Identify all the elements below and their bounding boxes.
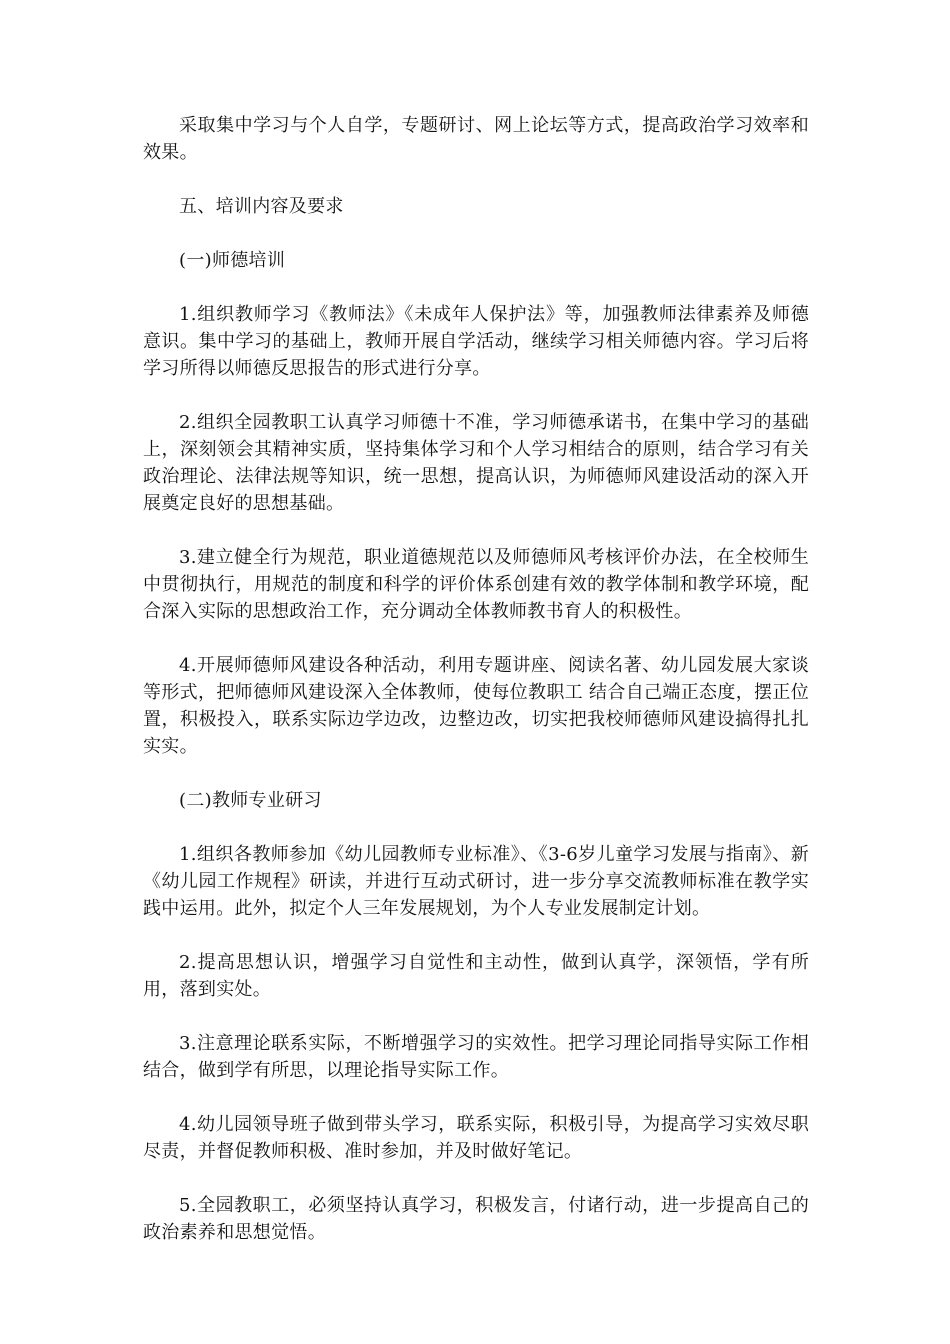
paragraph-professional-item-4: 4.幼儿园领导班子做到带头学习，联系实际，积极引导，为提高学习实效尽职尽责，并督促教师积极、准时参加，并及时做好笔记。 xyxy=(143,1114,809,1162)
paragraph-ethics-item-4: 4.开展师德师风建设各种活动，利用专题讲座、阅读名著、幼儿园发展大家谈等形式，把师德师风建设深入全体教师，使每位教职工 结合自己端正态度，摆正位置，积极投入，联系实际边学边改，边整边改，切实把我校师德师风建设搞得扎扎实实。 xyxy=(143,655,809,757)
document-body xyxy=(143,112,809,1273)
paragraph-ethics-item-3: 3.建立健全行为规范，职业道德规范以及师德师风考核评价办法，在全校师生中贯彻执行，用规范的制度和科学的评价体系创建有效的教学体制和教学环境，配合深入实际的思想政治工作，充分调动全体教师教书育人的积极性。 xyxy=(143,547,809,622)
subsection-heading-ethics-training: (一)师德培训 xyxy=(179,250,286,271)
paragraph-ethics-item-1: 1.组织教师学习《教师法》《未成年人保护法》等，加强教师法律素养及师德意识。集中学习的基础上，教师开展自学活动，继续学习相关师德内容。学习后将学习所得以师德反思报告的形式进行分享。 xyxy=(143,304,809,379)
paragraph-ethics-item-2: 2.组织全园教职工认真学习师德十不准，学习师德承诺书，在集中学习的基础上，深刻领会其精神实质，坚持集体学习和个人学习相结合的原则，结合学习有关政治理论、法律法规等知识，统一思想，提高认识，为师德师风建设活动的深入开展奠定良好的思想基础。 xyxy=(143,412,809,514)
section-heading-training-content: 五、培训内容及要求 xyxy=(179,196,344,217)
paragraph-professional-item-3: 3.注意理论联系实际，不断增强学习的实效性。把学习理论同指导实际工作相结合，做到学有所思，以理论指导实际工作。 xyxy=(143,1033,809,1081)
paragraph-study-methods: 采取集中学习与个人自学，专题研讨、网上论坛等方式，提高政治学习效率和效果。 xyxy=(143,115,809,163)
subsection-heading-professional-study: (二)教师专业研习 xyxy=(179,790,322,811)
paragraph-professional-item-2: 2.提高思想认识，增强学习自觉性和主动性，做到认真学，深领悟，学有所用，落到实处。 xyxy=(143,952,809,1000)
paragraph-professional-item-1: 1.组织各教师参加《幼儿园教师专业标准》、《3-6岁儿童学习发展与指南》、新《幼儿园工作规程》研读，并进行互动式研讨，进一步分享交流教师标准在教学实践中运用。此外，拟定个人三年发展规划，为个人专业发展制定计划。 xyxy=(143,844,809,919)
paragraph-professional-item-5: 5.全园教职工，必须坚持认真学习，积极发言，付诸行动，进一步提高自己的政治素养和思想觉悟。 xyxy=(143,1195,809,1243)
